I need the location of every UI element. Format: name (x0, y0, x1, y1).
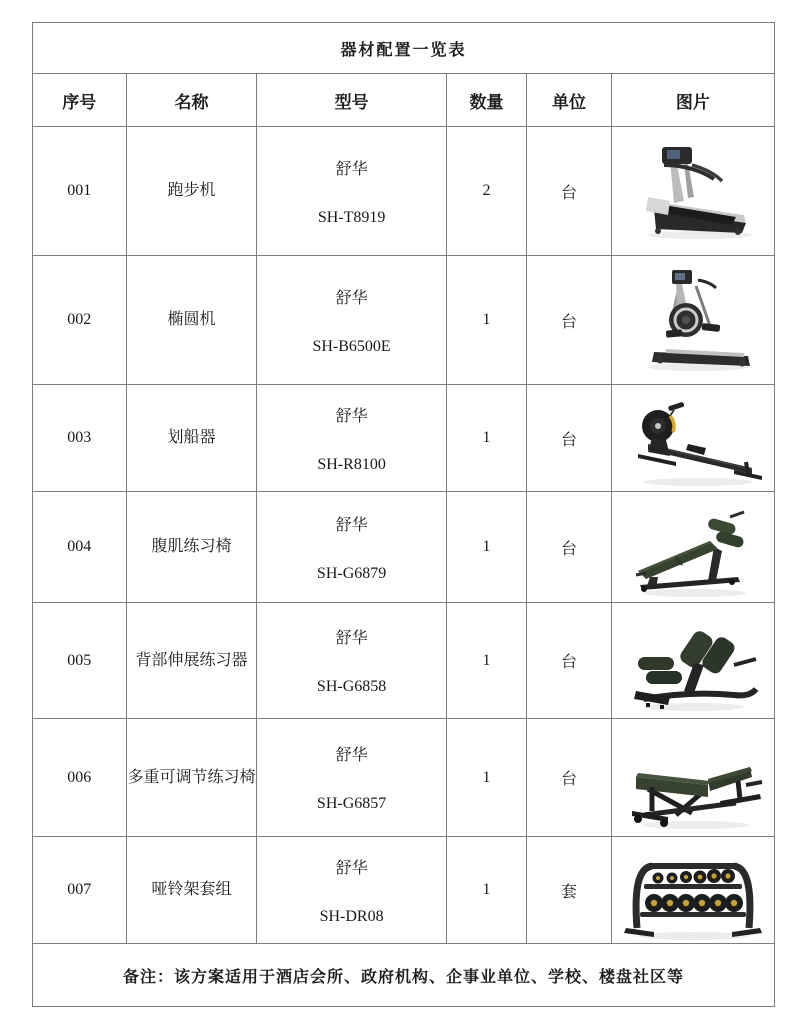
cell-image (611, 837, 774, 944)
table-row (33, 256, 775, 385)
cell-image (611, 719, 774, 837)
treadmill-image (618, 135, 768, 247)
page-title: 器材配置一览表 (33, 23, 775, 74)
cell-serial: 005 (33, 603, 127, 719)
title-row (33, 23, 775, 74)
cell-unit: 台 (527, 127, 612, 256)
model-label: SH-R8100 (317, 455, 386, 473)
cell-model (257, 385, 446, 492)
cell-image (611, 492, 774, 603)
cell-unit: 台 (527, 719, 612, 837)
model-label: SH-DR08 (319, 907, 384, 925)
equipment-table (32, 22, 775, 1007)
table-note: 备注：该方案适用于酒店会所、政府机构、企事业单位、学校、楼盘社区等 (33, 944, 775, 1007)
column-header-name: 名称 (126, 74, 257, 127)
column-header-no: 序号 (33, 74, 127, 127)
table-row (33, 492, 775, 603)
cell-qty: 1 (446, 837, 527, 944)
ab-bench-image (618, 495, 768, 599)
table-row (33, 127, 775, 256)
cell-unit: 台 (527, 492, 612, 603)
cell-unit: 台 (527, 256, 612, 385)
brand-label: 舒华 (335, 747, 368, 764)
rowing-machine-image (618, 388, 768, 488)
cell-model (257, 603, 446, 719)
cell-qty: 1 (446, 385, 527, 492)
column-header-qty: 数量 (446, 74, 527, 127)
cell-qty: 1 (446, 492, 527, 603)
brand-label: 舒华 (335, 160, 368, 178)
table-row (33, 719, 775, 837)
back-extension-bench-image (618, 607, 768, 715)
note-row (33, 944, 775, 1007)
cell-name: 椭圆机 (126, 256, 257, 385)
model-label: SH-G6858 (316, 678, 387, 695)
cell-model (257, 719, 446, 837)
cell-serial: 004 (33, 492, 127, 603)
cell-image (611, 127, 774, 256)
cell-model (257, 492, 446, 603)
cell-unit: 台 (527, 385, 612, 492)
table-row (33, 603, 775, 719)
cell-serial: 007 (33, 837, 127, 944)
cell-name: 跑步机 (126, 127, 257, 256)
cell-name: 哑铃架套组 (126, 837, 257, 944)
model-label: SH-T8919 (317, 208, 386, 226)
dumbbell-rack-set-image (618, 838, 768, 942)
cell-serial: 001 (33, 127, 127, 256)
brand-label: 舒华 (335, 630, 368, 647)
cell-image (611, 603, 774, 719)
cell-qty: 1 (446, 719, 527, 837)
cell-qty: 1 (446, 256, 527, 385)
cell-name: 划船器 (126, 385, 257, 492)
cell-image (611, 256, 774, 385)
header-row (33, 74, 775, 127)
cell-name: 多重可调节练习椅 (126, 719, 257, 837)
cell-unit: 台 (527, 603, 612, 719)
cell-serial: 006 (33, 719, 127, 837)
table-row (33, 837, 775, 944)
cell-name: 腹肌练习椅 (126, 492, 257, 603)
model-label: SH-G6857 (316, 795, 387, 812)
adjustable-bench-image (618, 723, 768, 833)
brand-label: 舒华 (335, 289, 368, 307)
cell-unit: 套 (527, 837, 612, 944)
brand-label: 舒华 (335, 407, 368, 425)
column-header-model: 型号 (257, 74, 446, 127)
column-header-unit: 单位 (527, 74, 612, 127)
cell-name: 背部伸展练习器 (126, 603, 257, 719)
table-row (33, 385, 775, 492)
cell-model (257, 256, 446, 385)
brand-label: 舒华 (335, 859, 368, 877)
cell-serial: 002 (33, 256, 127, 385)
model-label: SH-B6500E (312, 337, 391, 355)
cell-qty: 1 (446, 603, 527, 719)
cell-qty: 2 (446, 127, 527, 256)
cell-model (257, 127, 446, 256)
cell-serial: 003 (33, 385, 127, 492)
brand-label: 舒华 (335, 516, 368, 534)
column-header-image: 图片 (611, 74, 774, 127)
cell-image (611, 385, 774, 492)
model-label: SH-G6879 (316, 564, 387, 582)
cell-model (257, 837, 446, 944)
elliptical-image (618, 264, 768, 376)
